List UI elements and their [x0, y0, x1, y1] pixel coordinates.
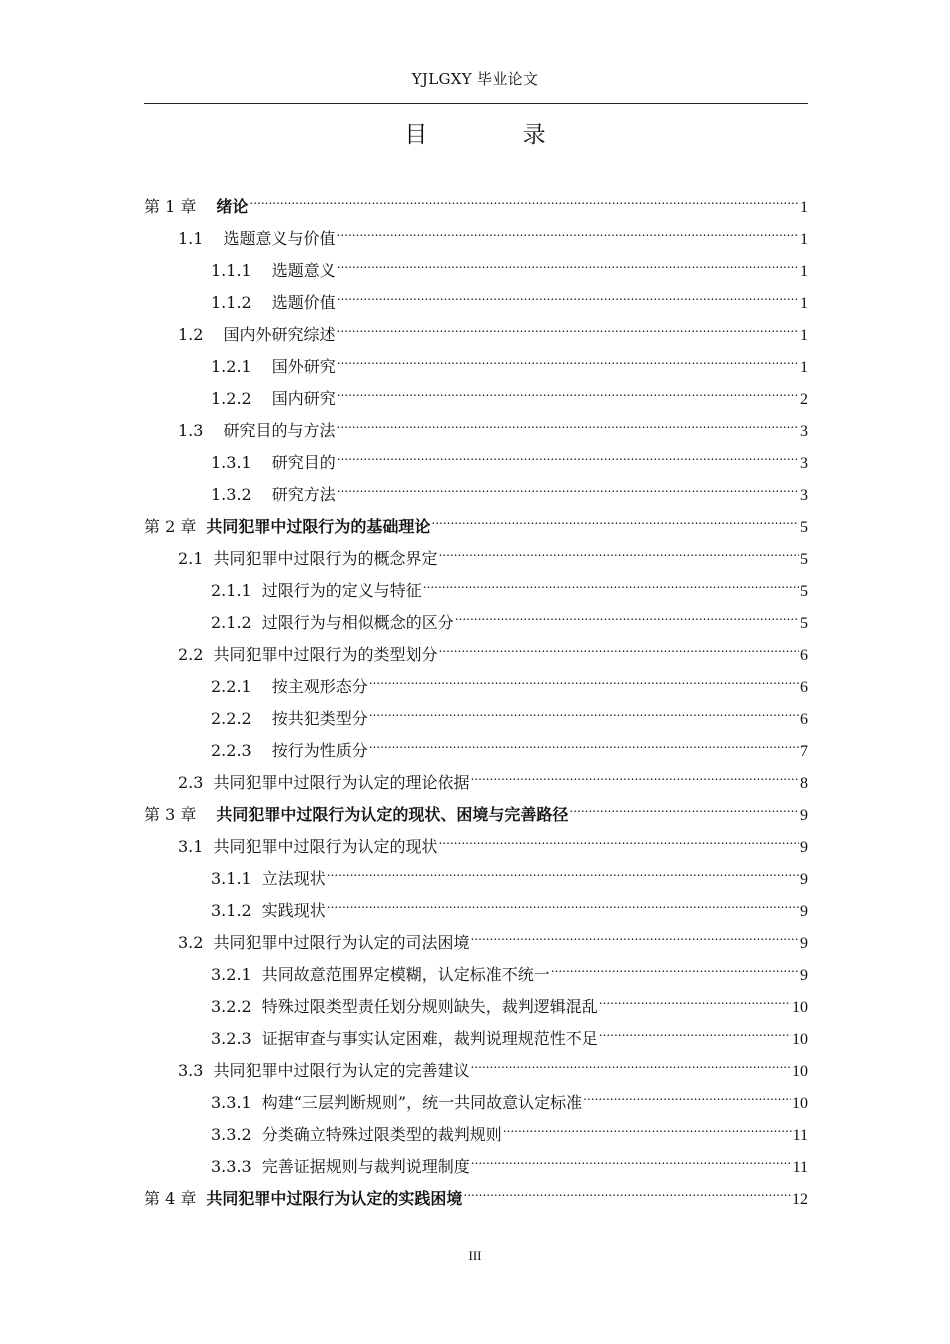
toc-entry-number: 3.2.3: [211, 1029, 252, 1048]
toc-entry-number: 3.3.2: [211, 1125, 252, 1144]
toc-entry-number: 3.3.3: [211, 1157, 252, 1176]
toc-entry-number: 2.2.2: [211, 709, 252, 728]
dot-leader: [327, 852, 799, 884]
toc-entry-title: 国内研究: [271, 389, 336, 408]
toc-entry-number: 2.2.1: [211, 677, 252, 696]
toc-entry-number: 第 1 章: [144, 197, 197, 216]
dot-leader: [369, 692, 799, 724]
toc-entry-number: 第 3 章: [144, 805, 197, 824]
toc-entry-number: 2.2: [178, 645, 204, 664]
dot-leader: [327, 884, 799, 916]
toc-entry-page: 9: [800, 967, 808, 984]
toc-entry-page: 9: [800, 871, 808, 888]
toc-entry-number: 1.3.2: [211, 485, 252, 504]
toc-entry-page: 5: [800, 519, 808, 536]
dot-leader: [336, 308, 799, 340]
toc-title: 目 录: [404, 122, 590, 148]
toc-entry-number: 2.3: [178, 773, 204, 792]
dot-leader: [423, 564, 799, 596]
toc-entry-number: 3.2: [178, 933, 204, 952]
dot-leader: [337, 372, 799, 404]
toc-entry-number: 第 4 章: [144, 1189, 197, 1208]
dot-leader: [503, 1108, 792, 1140]
header-rule: [144, 103, 808, 104]
dot-leader: [551, 948, 799, 980]
dot-leader: [438, 628, 799, 660]
toc-entry-title: 共同故意范围界定模糊，认定标准不统一: [261, 965, 550, 984]
toc-entry-title: 国内外研究综述: [223, 325, 336, 344]
toc-entry-number: 2.2.3: [211, 741, 252, 760]
toc-entry-title: 选题意义: [271, 261, 336, 280]
toc-entry-page: 9: [800, 935, 808, 952]
toc-entry-title: 共同犯罪中过限行为认定的实践困境: [206, 1189, 463, 1208]
toc-entry-page: 9: [800, 839, 808, 856]
toc-entry-title: 国外研究: [271, 357, 336, 376]
dot-leader: [336, 212, 799, 244]
toc-entry-page: 12: [792, 1191, 808, 1208]
toc-entry-title: 共同犯罪中过限行为的概念界定: [213, 549, 438, 568]
dot-leader: [463, 1172, 791, 1204]
toc-entry-page: 10: [792, 1031, 808, 1048]
toc-entry-number: 2.1: [178, 549, 204, 568]
dot-leader: [337, 244, 799, 276]
toc-entry-title: 实践现状: [261, 901, 326, 920]
toc-entry-title: 研究方法: [271, 485, 336, 504]
dot-leader: [431, 500, 799, 532]
dot-leader: [337, 468, 799, 500]
toc-entry-title: 研究目的: [271, 453, 336, 472]
toc-entry-title: 共同犯罪中过限行为认定的完善建议: [213, 1061, 470, 1080]
dot-leader: [470, 1044, 791, 1076]
dot-leader: [599, 1012, 791, 1044]
toc-entry-number: 3.1: [178, 837, 204, 856]
toc-entry-page: 3: [800, 487, 808, 504]
toc-entry-page: 10: [792, 1095, 808, 1112]
toc-entry-page: 2: [800, 391, 808, 408]
toc-entry-number: 1.3: [178, 421, 204, 440]
page-number: III: [468, 1248, 482, 1263]
toc-entry-title: 构建“三层判断规则”，统一共同故意认定标准: [261, 1093, 583, 1112]
toc-entry-number: 1.1.2: [211, 293, 252, 312]
dot-leader: [583, 1076, 791, 1108]
toc-entry-title: 按行为性质分: [271, 741, 368, 760]
table-of-contents: [144, 180, 808, 1208]
toc-entry-page: 6: [800, 647, 808, 664]
toc-entry-number: 3.2.1: [211, 965, 252, 984]
toc-entry-title: 按共犯类型分: [271, 709, 368, 728]
dot-leader: [569, 788, 799, 820]
toc-entry-page: 10: [792, 999, 808, 1016]
toc-entry-title: 选题意义与价值: [223, 229, 336, 248]
toc-entry-page: 9: [800, 807, 808, 824]
toc-entry-number: 1.2: [178, 325, 204, 344]
toc-entry-number: 1.2.2: [211, 389, 252, 408]
toc-entry-title: 共同犯罪中过限行为认定的现状、困境与完善路径: [216, 805, 569, 824]
toc-entry-page: 1: [800, 263, 808, 280]
toc-entry-title: 共同犯罪中过限行为的类型划分: [213, 645, 438, 664]
toc-entry-page: 11: [792, 1127, 808, 1144]
toc-entry-title: 共同犯罪中过限行为认定的现状: [213, 837, 438, 856]
toc-entry-title: 过限行为与相似概念的区分: [261, 613, 454, 632]
toc-entry-page: 3: [800, 423, 808, 440]
toc-entry-page: 1: [800, 199, 808, 216]
toc-entry-number: 第 2 章: [144, 517, 197, 536]
toc-entry-number: 3.1.1: [211, 869, 252, 888]
toc-entry-title: 研究目的与方法: [223, 421, 336, 440]
toc-entry-page: 9: [800, 903, 808, 920]
toc-entry-title: 选题价值: [271, 293, 336, 312]
toc-entry-number: 3.2.2: [211, 997, 252, 1016]
toc-entry-page: 1: [800, 327, 808, 344]
toc-entry-number: 2.1.2: [211, 613, 252, 632]
toc-entry-title: 完善证据规则与裁判说理制度: [261, 1157, 470, 1176]
toc-entry-title: 共同犯罪中过限行为的基础理论: [206, 517, 431, 536]
toc-chapter-entry[interactable]: [144, 180, 808, 216]
dot-leader: [438, 820, 799, 852]
dot-leader: [337, 340, 799, 372]
toc-entry-number: 3.3.1: [211, 1093, 252, 1112]
toc-entry-title: 分类确立特殊过限类型的裁判规则: [261, 1125, 502, 1144]
toc-entry-page: 5: [800, 583, 808, 600]
toc-entry-page: 6: [800, 711, 808, 728]
toc-entry-title: 过限行为的定义与特征: [261, 581, 422, 600]
toc-entry-title: 特殊过限类型责任划分规则缺失，裁判逻辑混乱: [261, 997, 598, 1016]
toc-entry-number: 1.2.1: [211, 357, 252, 376]
toc-entry-page: 10: [792, 1063, 808, 1080]
toc-entry-page: 8: [800, 775, 808, 792]
toc-entry-number: 2.1.1: [211, 581, 252, 600]
dot-leader: [599, 980, 791, 1012]
dot-leader: [471, 1140, 792, 1172]
toc-entry-number: 3.1.2: [211, 901, 252, 920]
toc-entry-page: 1: [800, 295, 808, 312]
dot-leader: [337, 276, 799, 308]
toc-entry-title: 立法现状: [261, 869, 326, 888]
page-header: YJLGXY 毕业论文: [411, 70, 539, 88]
toc-entry-title: 证据审查与事实认定困难，裁判说理规范性不足: [261, 1029, 598, 1048]
toc-entry-page: 11: [792, 1159, 808, 1176]
toc-entry-page: 1: [800, 359, 808, 376]
toc-entry-number: 1.1.1: [211, 261, 252, 280]
toc-entry-number: 1.1: [178, 229, 204, 248]
toc-entry-page: 5: [800, 551, 808, 568]
toc-entry-page: 1: [800, 231, 808, 248]
dot-leader: [369, 660, 799, 692]
toc-entry-number: 1.3.1: [211, 453, 252, 472]
dot-leader: [369, 724, 799, 756]
dot-leader: [336, 404, 799, 436]
toc-entry-title: 共同犯罪中过限行为认定的理论依据: [213, 773, 470, 792]
toc-entry-title: 绪论: [216, 197, 249, 216]
dot-leader: [249, 180, 799, 212]
dot-leader: [337, 436, 799, 468]
toc-entry-title: 共同犯罪中过限行为认定的司法困境: [213, 933, 470, 952]
toc-entry-page: 5: [800, 615, 808, 632]
toc-entry-title: 按主观形态分: [271, 677, 368, 696]
toc-entry-page: 6: [800, 679, 808, 696]
toc-entry-page: 7: [800, 743, 808, 760]
dot-leader: [470, 756, 799, 788]
dot-leader: [438, 532, 799, 564]
toc-entry-page: 3: [800, 455, 808, 472]
dot-leader: [455, 596, 799, 628]
dot-leader: [470, 916, 799, 948]
toc-entry-number: 3.3: [178, 1061, 204, 1080]
